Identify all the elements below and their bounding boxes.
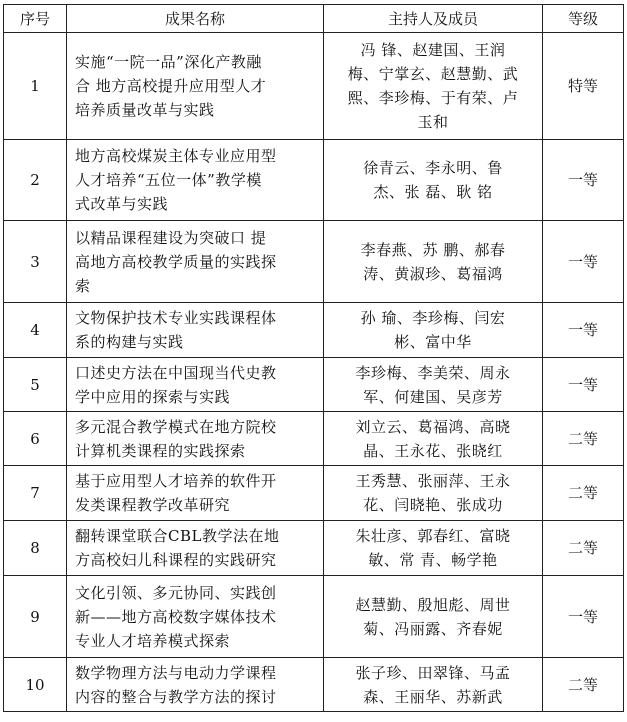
grade-value: 一等: [543, 303, 624, 358]
members-line: 朱壮彦、郭春红、富晓: [355, 527, 511, 545]
members-line: 王秀慧、张丽萍、王永: [355, 472, 511, 490]
row-index: 6: [4, 412, 67, 466]
members-line: 敏、常 青、畅学艳: [368, 551, 498, 569]
grade-value: 一等: [543, 576, 624, 658]
grade-value: 二等: [543, 658, 624, 712]
achievement-name-line: 口述史方法在中国现当代史教: [75, 363, 277, 382]
table-row: [4, 521, 624, 576]
row-index: 7: [4, 466, 67, 521]
members-line: 花、闫晓艳、张成功: [363, 496, 503, 514]
row-index: 3: [4, 221, 67, 303]
achievement-name-line: 基于应用型人才培养的软件开: [75, 472, 277, 490]
row-index: 1: [4, 33, 67, 140]
members-line: 军、何建国、吴彦芳: [363, 387, 503, 406]
table-row: [4, 33, 624, 140]
achievement-name: [67, 521, 324, 576]
achievement-name: [67, 140, 324, 221]
table-row: [4, 358, 624, 412]
members-line: 张子珍、田翠锋、马孟: [355, 663, 511, 682]
row-index: 8: [4, 521, 67, 576]
achievement-name-line: 合 地方高校提升应用型人才: [75, 77, 267, 95]
members-line: 刘立云、葛福鸿、高晓: [355, 417, 511, 436]
members-line: 孙 瑜、李珍梅、闫宏: [360, 309, 506, 327]
achievement-name: [67, 358, 324, 412]
achievement-name-line: 专业人才培养模式探索: [75, 631, 231, 650]
members-list: [324, 466, 543, 521]
row-index: 2: [4, 140, 67, 221]
table-row: [4, 412, 624, 466]
grade-value: 二等: [543, 466, 624, 521]
grade-value: 二等: [543, 412, 624, 466]
achievement-name: [67, 221, 324, 303]
row-index: 10: [4, 658, 67, 712]
members-line: 熙、李珍梅、于有荣、卢: [347, 89, 519, 107]
header-row: [4, 5, 624, 33]
members-list: [324, 358, 543, 412]
achievement-name-line: 学中应用的探索与实践: [75, 387, 231, 406]
grade-value: 一等: [543, 221, 624, 303]
members-line: 玉和: [417, 113, 449, 131]
members-list: [324, 221, 543, 303]
row-index: 4: [4, 303, 67, 358]
header-grade: 等级: [543, 5, 624, 33]
grade-value: 二等: [543, 521, 624, 576]
achievement-name-line: 多元混合教学模式在地方院校: [75, 417, 277, 436]
header-members: 主持人及成员: [324, 5, 543, 33]
members-list: [324, 140, 543, 221]
table-body: [4, 33, 624, 712]
members-line: 菊、冯丽露、齐春妮: [363, 619, 503, 638]
table-row: [4, 658, 624, 712]
achievement-name-line: 发类课程教学改革研究: [75, 496, 231, 514]
members-line: 李春燕、苏 鹏、郝春: [360, 240, 506, 259]
grade-value: 特等: [543, 33, 624, 140]
achievement-name-line: 培养质量改革与实践: [75, 101, 215, 119]
achievement-name: [67, 466, 324, 521]
table-row: [4, 576, 624, 658]
achievement-name-line: 计算机类课程的实践探索: [75, 441, 246, 460]
achievement-name-line: 式改革与实践: [75, 195, 169, 213]
table-row: [4, 140, 624, 221]
members-line: 森、王丽华、苏新武: [363, 687, 503, 706]
awards-table: [3, 4, 624, 712]
achievement-name-line: 以精品课程建设为突破口 提: [75, 228, 267, 247]
table-row: [4, 466, 624, 521]
members-line: 冯 锋、赵建国、王润: [360, 41, 506, 59]
members-list: [324, 33, 543, 140]
members-line: 徐青云、李永明、鲁: [363, 159, 503, 177]
grade-value: 一等: [543, 358, 624, 412]
grade-value: 一等: [543, 140, 624, 221]
members-line: 杰、张 磊、耿 铭: [373, 183, 493, 201]
members-line: 李珍梅、李美荣、周永: [355, 363, 511, 382]
achievement-name-line: 人才培养“五位一体”教学模: [75, 171, 262, 189]
achievement-name: [67, 412, 324, 466]
members-list: [324, 576, 543, 658]
achievement-name-line: 地方高校煤炭主体专业应用型: [75, 147, 277, 165]
members-list: [324, 521, 543, 576]
members-list: [324, 412, 543, 466]
achievement-name-line: 翻转课堂联合CBL教学法在地: [75, 527, 280, 545]
achievement-name-line: 索: [75, 276, 91, 295]
header-index: 序号: [4, 5, 67, 33]
achievement-name-line: 数学物理方法与电动力学课程: [75, 663, 277, 682]
achievement-name: [67, 658, 324, 712]
achievement-name-line: 文化引领、多元协同、实践创: [75, 583, 277, 602]
members-line: 涛、黄淑珍、葛福鸿: [363, 264, 503, 283]
row-index: 9: [4, 576, 67, 658]
members-line: 彬、富中华: [394, 333, 472, 351]
achievement-name-line: 内容的整合与教学方法的探讨: [75, 687, 277, 706]
achievement-name-line: 新——地方高校数字媒体技术: [75, 607, 277, 626]
members-list: [324, 658, 543, 712]
header-name: 成果名称: [67, 5, 324, 33]
achievement-name-line: 系的构建与实践: [75, 333, 184, 351]
members-line: 梅、宁掌玄、赵慧勤、武: [347, 65, 519, 83]
members-line: 赵慧勤、殷旭彪、周世: [355, 595, 511, 614]
row-index: 5: [4, 358, 67, 412]
achievement-name: [67, 576, 324, 658]
achievement-name-line: 方高校妇儿科课程的实践研究: [75, 551, 277, 569]
table-row: [4, 303, 624, 358]
achievement-name-line: 高地方高校教学质量的实践探: [75, 252, 277, 271]
achievement-name: [67, 33, 324, 140]
achievement-name-line: 实施“一院一品”深化产教融: [75, 53, 262, 71]
achievement-name: [67, 303, 324, 358]
table-row: [4, 221, 624, 303]
achievement-name-line: 文物保护技术专业实践课程体: [75, 309, 277, 327]
members-list: [324, 303, 543, 358]
members-line: 晶、王永花、张晓红: [363, 441, 503, 460]
